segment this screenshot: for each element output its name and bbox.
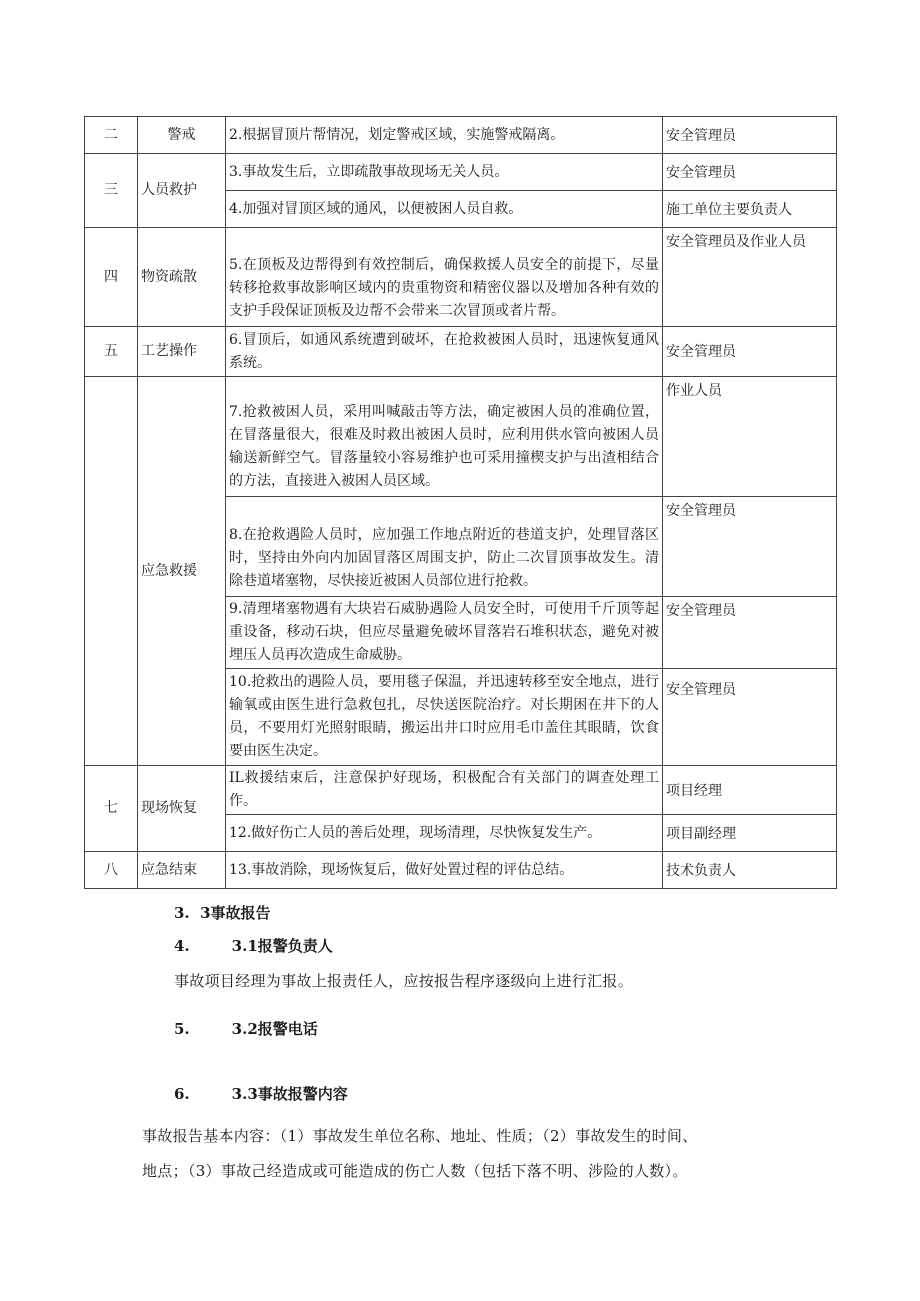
- responsible-person: 项目副经理: [663, 815, 837, 852]
- task-text: 2.根据冒顶片帮情况，划定警戒区域，实施警戒隔离。: [226, 117, 663, 154]
- responsible-person: 安全管理员: [663, 327, 837, 377]
- section-heading-alarm-responsible: [174, 935, 333, 956]
- responsible-person: 安全管理员: [663, 117, 837, 154]
- section-heading-accident-report: [174, 902, 271, 923]
- row-seq: 八: [85, 852, 138, 889]
- responsible-person: 安全管理员及作业人员: [663, 228, 837, 327]
- section-title: 3.1报警负责人: [231, 937, 333, 955]
- row-category: 警戒: [138, 117, 226, 154]
- task-text: 12.做好伤亡人员的善后处理，现场清理，尽快恢复发生产。: [226, 815, 663, 852]
- table-row: [85, 117, 837, 154]
- responsible-person: 项目经理: [663, 766, 837, 815]
- row-category: 物资疏散: [138, 228, 226, 327]
- section-title: 3.3事故报警内容: [231, 1085, 348, 1103]
- table-row: [85, 852, 837, 889]
- responsible-person: 安全管理员: [663, 597, 837, 669]
- row-category: 现场恢复: [138, 766, 226, 852]
- table-row: [85, 228, 837, 327]
- row-seq: 五: [85, 327, 138, 377]
- task-text: 9.清理堵塞物遇有大块岩石威胁遇险人员安全时，可使用千斤顶等起重设备，移动石块，但应尽量避免破坏冒落岩石堆积状态，避免对被埋压人员再次造成生命威胁。: [226, 597, 663, 669]
- task-text: 13.事故消除，现场恢复后，做好处置过程的评估总结。: [226, 852, 663, 889]
- response-table-container: [84, 116, 836, 889]
- section-number: 6.: [174, 1085, 190, 1103]
- responsible-person: 施工单位主要负责人: [663, 191, 837, 228]
- table-row: [85, 154, 837, 191]
- paragraph-alarm-content-line2: 地点；（3）事故己经造成或可能造成的伤亡人数（包括下落不明、涉险的人数）。: [142, 1162, 688, 1180]
- responsible-person: 安全管理员: [663, 669, 837, 766]
- section-number: 4.: [174, 937, 190, 955]
- responsible-person: 技术负责人: [663, 852, 837, 889]
- paragraph-alarm-content-line1: 事故报告基本内容：（1）事故发生单位名称、地址、性质；（2）事故发生的时间、: [142, 1127, 698, 1145]
- row-category: 人员救护: [138, 154, 226, 228]
- row-seq: 二: [85, 117, 138, 154]
- section-number: 3.: [174, 904, 190, 922]
- table-row: [85, 766, 837, 815]
- paragraph-alarm-responsible: 事故项目经理为事故上报责任人，应按报告程序逐级向上进行汇报。: [174, 972, 634, 990]
- task-text: 6.冒顶后，如通风系统遭到破坏，在抢救被困人员时，迅速恢复通风系统。: [226, 327, 663, 377]
- emergency-response-table: [84, 116, 837, 889]
- responsible-person: 安全管理员: [663, 497, 837, 597]
- row-seq: 三: [85, 154, 138, 228]
- section-title: 3事故报告: [200, 904, 271, 922]
- task-text: 3.事故发生后，立即疏散事故现场无关人员。: [226, 154, 663, 191]
- task-text: 10.抢救出的遇险人员，要用毯子保温，并迅速转移至安全地点，进行输氧或由医生进行急救包扎，尽快送医院治疗。对长期困在井下的人员，不要用灯光照射眼睛，搬运出井口时应用毛巾盖住其眼睛，饮食要由医生决定。: [226, 669, 663, 766]
- row-seq: 七: [85, 766, 138, 852]
- task-text: 4.加强对冒顶区域的通风，以便被困人员自救。: [226, 191, 663, 228]
- task-text: 8.在抢救遇险人员时，应加强工作地点附近的巷道支护，处理冒落区时，坚持由外向内加固冒落区周围支护，防止二次冒顶事故发生。清除巷道堵塞物，尽快接近被困人员部位进行抢救。: [226, 497, 663, 597]
- section-heading-alarm-phone: [174, 1018, 318, 1039]
- responsible-person: 安全管理员: [663, 154, 837, 191]
- task-text: IL救援结束后，注意保护好现场，积极配合有关部门的调查处理工作。: [226, 766, 663, 815]
- task-text: 7.抢救被困人员，采用叫喊敲击等方法，确定被困人员的准确位置，在冒落量很大，很难及时救出被困人员时，应利用供水管向被困人员输送新鲜空气。冒落量较小容易维护也可采用撞楔支护与出渣相结合的方法，直接进入被困人员区域。: [226, 377, 663, 497]
- row-category: 应急结束: [138, 852, 226, 889]
- row-category: 应急救援: [138, 377, 226, 766]
- section-number: 5.: [174, 1020, 190, 1038]
- responsible-person: 作业人员: [663, 377, 837, 497]
- table-row: [85, 377, 837, 497]
- section-title: 3.2报警电话: [231, 1020, 318, 1038]
- task-text: 5.在顶板及边帮得到有效控制后，确保救援人员安全的前提下，尽量转移抢救事故影响区域内的贵重物资和精密仪器以及增加各种有效的支护手段保证顶板及边帮不会带来二次冒顶或者片帮。: [226, 228, 663, 327]
- row-category: 工艺操作: [138, 327, 226, 377]
- table-row: [85, 327, 837, 377]
- row-seq: [85, 377, 138, 766]
- row-seq: 四: [85, 228, 138, 327]
- section-heading-alarm-content: [174, 1083, 348, 1104]
